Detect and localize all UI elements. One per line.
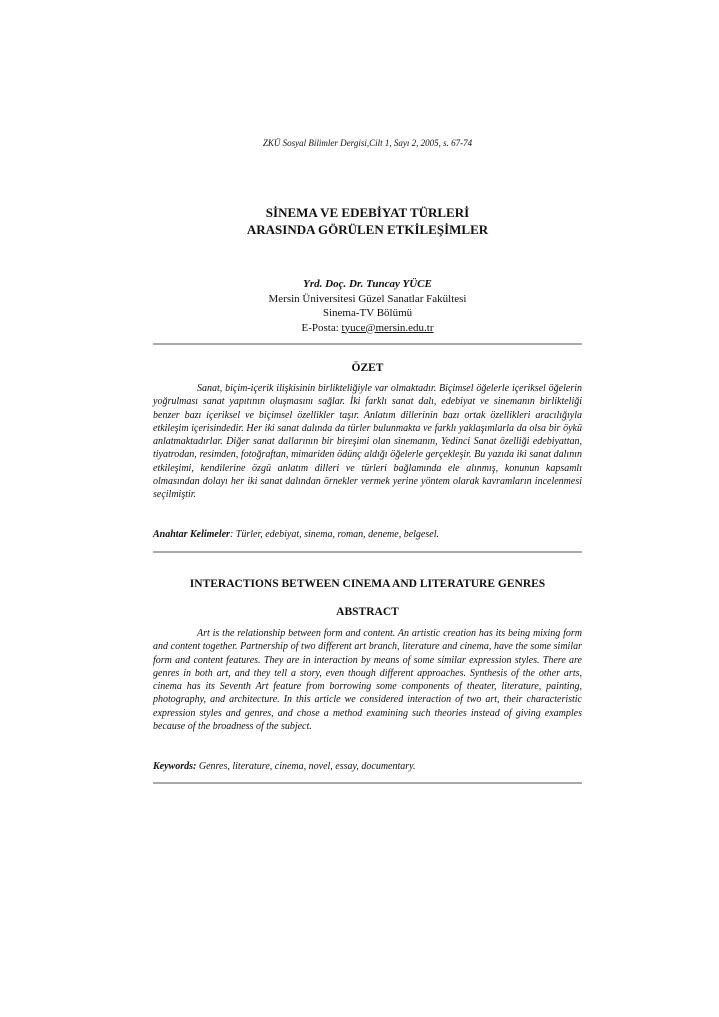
abstract-heading: ABSTRACT [336,606,399,618]
email-label: E-Posta: [301,321,339,334]
author-department: Sinema-TV Bölümü [322,307,413,319]
ozet-heading: ÖZET [351,362,384,374]
english-title: INTERACTIONS BETWEEN CINEMA AND LITERATURE GENRES [189,578,546,590]
paper-title-line-1: SİNEMA VE EDEBİYAT TÜRLERİ [265,205,470,220]
ozet-keywords-text: : Türler, edebiyat, sinema, roman, deneme, belgesel. [229,529,439,540]
divider-middle [153,551,582,553]
ozet-keywords [153,529,582,540]
abstract-keywords-text: Genres, literature, cinema, novel, essay, documentary. [196,761,416,772]
abstract-keywords [153,761,582,772]
abstract-text: Art is the relationship between form and content. An artistic creation has its being mixing form and content together. Partnership of two different art branch, literature and cinema, have the some similar form and content features. They are in interaction by means of some similar expression styles. There are genres in both art, and they tell a story, even though different approaches. Synthesis of the other arts, cinema has its Seventh Art feature from borrowing some components of theater, literature, painting, photography, and architecture. In this article we considered interaction of two art, their characteristic expression styles and genres, and chose a method examining such theories instead of giving examples because of the broadness of the subject. [153,628,582,733]
divider-top [153,343,582,345]
divider-bottom [153,782,582,784]
paper-title-line-2: ARASINDA GÖRÜLEN ETKİLEŞİMLER [246,222,489,237]
ozet-text: Sanat, biçim-içerik ilişkisinin birlikteliğiyle var olmaktadır. Biçimsel öğelerle içeriksel öğelerin yoğrulması sanat yapıtının oluşmasını sağlar. İki farklı sanat dalı, edebiyat ve sinemanın birlikteliği benzer bazı içeriksel ve biçimsel özellikler taşır. Anlatım dillerinin bazı ortak özellikleri aracılığıyla etkileşim içerisindedir. Her iki sanat dalında da türler bulunmakta ve farklı yaklaşımlarla da olsa bir öykü anlatmaktadırlar. Diğer sanat dallarının bir bireşimi olan sinemanın, Yedinci Sanat özelliği edebiyattan, tiyatrodan, resimden, fotoğraftan, mimariden ödünç aldığı öğelerle gerçekleşir. Bu yazıda iki sanat dalının etkileşimi, kendilerine özgü anlatım dilleri ve türleri bağlamında ele alınmış, konunun kapsamlı olmasından dolayı her iki sanat dalından örnekler vermek yerine yöntem olarak kavramların incelenmesi seçilmiştir. [153,383,582,501]
author-name: Yrd. Doç. Dr. Tuncay YÜCE [303,278,432,290]
email-link[interactable]: tyuce@mersin.edu.tr [341,321,434,334]
author-affiliation: Mersin Üniversitesi Güzel Sanatlar Fakültesi [268,292,467,305]
abstract-keywords-label: Keywords: [153,761,197,772]
author-block [153,277,582,335]
paper-title [153,204,582,238]
ozet-keywords-label: Anahtar Kelimeler [153,529,230,540]
journal-citation: ZKÜ Sosyal Bilimler Dergisi,Cilt 1, Sayı 2, 2005, s. 67-74 [262,138,473,148]
author-email-line [153,321,582,336]
